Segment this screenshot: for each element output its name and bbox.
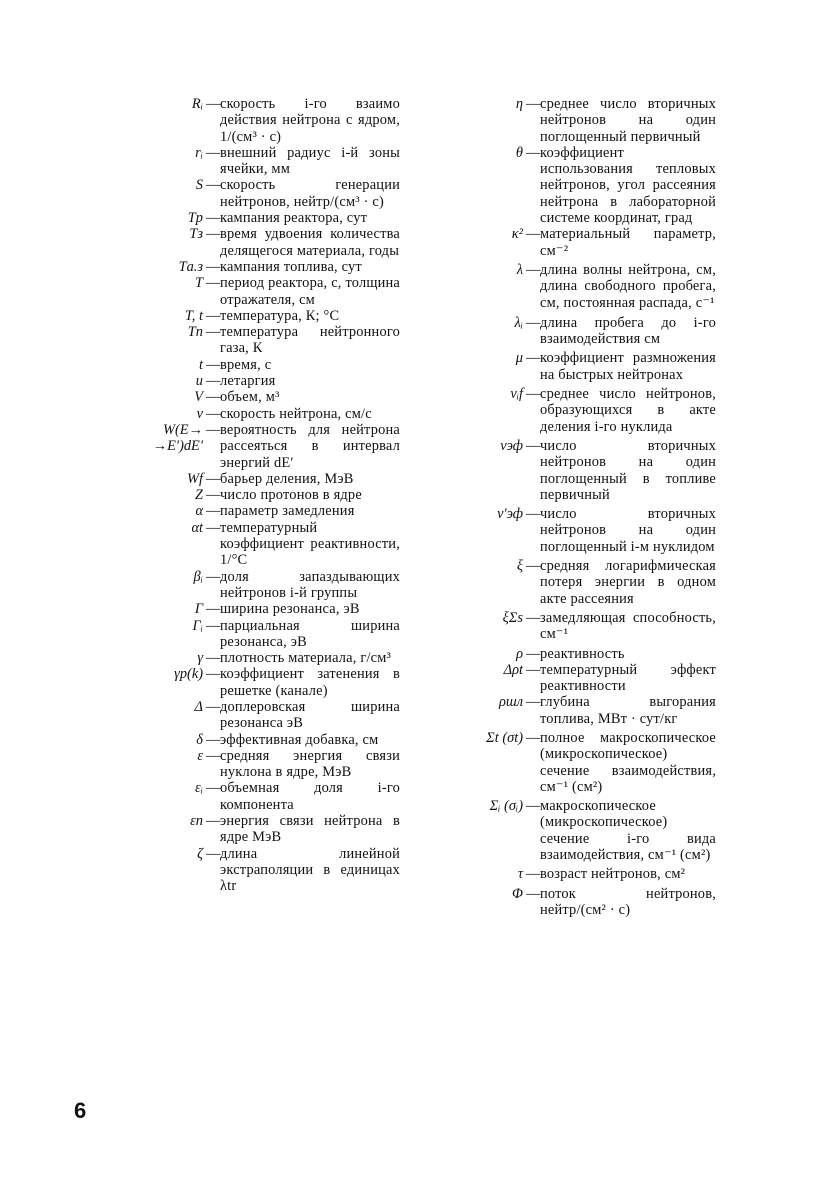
entry-symbol: rᵢ	[195, 144, 203, 161]
entry-symbol: Σᵢ (σᵢ)	[489, 798, 523, 815]
entry-definition: длина пробега до i-го взаимодействия см	[540, 314, 716, 348]
page-number: 6	[74, 1098, 87, 1123]
glossary-entry	[446, 350, 716, 383]
entry-symbol: νᵢf	[510, 386, 523, 403]
glossary-entry	[446, 262, 716, 311]
entry-symbol: Rᵢ	[191, 96, 203, 112]
entry-definition: эффективная добавка, см	[220, 731, 379, 748]
entry-symbol: Z	[194, 487, 203, 504]
entry-symbol: Tр	[187, 210, 203, 227]
entry-dash: —	[526, 798, 541, 815]
entry-definition: скорость генерации нейтронов, нейтр/(см³ · с)	[220, 177, 400, 210]
glossary-entry	[446, 662, 716, 695]
entry-dash: —	[526, 609, 541, 626]
entry-definition: возраст нейтронов, см²	[540, 866, 686, 883]
entry-definition: внешний радиус i-й зоны ячейки, мм	[220, 144, 400, 178]
entry-dash: —	[206, 144, 221, 161]
entry-dash: —	[206, 568, 221, 585]
entry-definition: число вторичных нейтронов на один поглощенный i-м нуклидом	[540, 506, 716, 555]
entry-symbol: W(E→ →E′)dE′	[152, 421, 203, 455]
entry-dash: —	[526, 96, 541, 112]
entry-dash: —	[206, 356, 221, 373]
entry-definition: длина волны нейтрона, см, длина свободного пробега, см, постоянная распада, с⁻¹	[540, 261, 716, 311]
entry-dash: —	[526, 506, 541, 523]
entry-dash: —	[206, 307, 221, 324]
glossary-entry	[110, 846, 400, 895]
glossary-entry	[110, 389, 400, 405]
entry-dash: —	[206, 177, 221, 194]
entry-symbol: ξΣs	[502, 609, 523, 626]
entry-symbol: ζ	[197, 845, 203, 862]
glossary-entry	[446, 886, 716, 919]
left-column	[110, 96, 400, 895]
entry-definition: доплеровская ширина резонанса эВ	[220, 698, 400, 732]
entry-symbol: Wf	[187, 470, 203, 487]
entry-definition: скорость нейтрона, см/с	[220, 405, 372, 422]
entry-symbol: Δρt	[503, 661, 523, 678]
entry-definition: коэффициент затенения в решетке (канале)	[220, 666, 400, 699]
entry-symbol: Tа.з	[178, 258, 203, 275]
glossary-entry	[446, 646, 716, 662]
glossary-entry	[110, 406, 400, 422]
glossary-entry	[110, 487, 400, 503]
entry-dash: —	[206, 698, 221, 715]
glossary-entry	[446, 610, 716, 643]
entry-symbol: α	[195, 503, 203, 520]
glossary-entry	[110, 520, 400, 569]
glossary-entry	[110, 732, 400, 748]
entry-definition: кампания топлива, сут	[220, 258, 362, 275]
entry-symbol: ρшл	[498, 694, 523, 711]
entry-dash: —	[526, 866, 541, 883]
entry-dash: —	[526, 437, 541, 454]
entry-dash: —	[206, 373, 221, 390]
glossary-entry	[110, 569, 400, 602]
entry-definition: параметр замедления	[220, 503, 355, 520]
entry-dash: —	[206, 519, 221, 536]
entry-definition: период реактора, с, толщина отражателя, см	[220, 275, 400, 308]
glossary-entry	[110, 618, 400, 651]
entry-dash: —	[526, 314, 541, 331]
entry-dash: —	[206, 617, 221, 634]
entry-dash: —	[526, 558, 541, 575]
entry-dash: —	[206, 747, 221, 764]
entry-definition: длина линейной экстраполяции в единицах λtr	[220, 845, 400, 895]
entry-definition: скорость i-го взаимо действия нейтрона с ядром, 1/(см³ · с)	[220, 96, 400, 145]
entry-dash: —	[206, 503, 221, 520]
glossary-entry	[446, 694, 716, 727]
entry-definition: время, с	[220, 356, 272, 373]
glossary-entry	[110, 650, 400, 666]
entry-dash: —	[206, 487, 221, 504]
entry-definition: кампания реактора, сут	[220, 210, 368, 227]
glossary-entry	[110, 324, 400, 357]
entry-symbol: κ²	[511, 226, 523, 243]
glossary-entry	[110, 748, 400, 781]
entry-dash: —	[206, 210, 221, 227]
entry-symbol: S	[195, 177, 203, 194]
entry-symbol: εn	[190, 813, 203, 830]
entry-definition: температура нейтронного газа, К	[220, 324, 400, 357]
entry-dash: —	[526, 350, 541, 367]
entry-dash: —	[526, 694, 541, 711]
entry-dash: —	[206, 226, 221, 243]
entry-dash: —	[206, 813, 221, 830]
entry-symbol: ν′эф	[497, 506, 523, 523]
entry-symbol: μ	[515, 350, 523, 367]
entry-dash: —	[206, 258, 221, 275]
entry-dash: —	[206, 275, 221, 292]
entry-symbol: Tn	[187, 324, 203, 341]
entry-dash: —	[206, 324, 221, 341]
glossary-entry	[446, 386, 716, 435]
entry-dash: —	[206, 650, 221, 667]
entry-dash: —	[526, 885, 541, 902]
glossary-entry	[446, 558, 716, 607]
entry-symbol: ε	[197, 747, 203, 764]
entry-definition: глубина выгорания топлива, МВт · сут/кг	[540, 694, 716, 727]
entry-definition: вероятность для нейтрона рассеяться в интервал энергий dE′	[220, 421, 400, 471]
entry-symbol: t	[199, 356, 203, 373]
entry-symbol: εᵢ	[195, 780, 203, 797]
entry-symbol: αt	[191, 519, 203, 536]
glossary-entry	[110, 471, 400, 487]
entry-dash: —	[206, 96, 221, 112]
entry-symbol: η	[515, 96, 523, 112]
entry-definition: доля запаздывающих нейтронов i-й группы	[220, 568, 400, 601]
glossary-entry	[446, 96, 716, 145]
entry-dash: —	[206, 780, 221, 797]
entry-definition: число протонов в ядре	[220, 487, 362, 504]
entry-symbol: Φ	[512, 885, 523, 902]
entry-definition: температурный эффект реактивности	[540, 661, 716, 695]
entry-definition: энергия связи нейтрона в ядре МэВ	[220, 813, 400, 846]
glossary-entry	[446, 798, 716, 863]
entry-symbol: γ	[197, 650, 203, 667]
entry-dash: —	[526, 661, 541, 678]
entry-definition: ширина резонанса, эВ	[220, 601, 360, 618]
entry-symbol: Г	[194, 601, 203, 618]
entry-symbol: Гᵢ	[192, 617, 203, 634]
entry-symbol: V	[194, 389, 203, 406]
entry-symbol: γр(k)	[174, 666, 203, 683]
entry-definition: температура, К; °С	[220, 307, 340, 324]
glossary-entry	[110, 96, 400, 145]
entry-definition: среднее число нейтронов, образующихся в акте деления i-го нуклида	[540, 386, 716, 435]
entry-definition: средняя логарифмическая потеря энергии в одном акте рассеяния	[540, 558, 716, 607]
glossary-entry	[446, 506, 716, 555]
entry-definition: объемная доля i-го компонента	[220, 780, 400, 813]
glossary-entry	[110, 357, 400, 373]
entry-dash: —	[206, 421, 221, 438]
entry-definition: барьер деления, МэВ	[220, 470, 354, 487]
entry-dash: —	[206, 389, 221, 406]
entry-symbol: ξ	[516, 558, 523, 575]
glossary-entry	[110, 226, 400, 259]
glossary-entry	[446, 226, 716, 259]
glossary-entry	[110, 210, 400, 226]
entry-definition: парциальная ширина резонанса, эВ	[220, 617, 400, 650]
entry-symbol: λ	[516, 261, 523, 278]
entry-dash: —	[526, 261, 541, 278]
entry-dash: —	[526, 144, 541, 161]
glossary-entry	[446, 438, 716, 503]
entry-definition: материальный параметр, см⁻²	[540, 226, 716, 259]
entry-dash: —	[526, 645, 541, 662]
entry-dash: —	[206, 666, 221, 683]
entry-dash: —	[206, 405, 221, 422]
entry-dash: —	[206, 601, 221, 618]
entry-definition: макроскопическое (микроскопическое) сечение i-го вида взаимодействия, см⁻¹ (см²)	[540, 798, 716, 864]
entry-symbol: v	[196, 405, 203, 422]
glossary-entry	[110, 666, 400, 699]
entry-dash: —	[526, 386, 541, 403]
entry-symbol: τ	[517, 866, 523, 883]
entry-definition: полное макроскопическое (микроскопическое) сечение взаимодействия, см⁻¹ (см²)	[540, 729, 716, 795]
entry-symbol: δ	[196, 731, 203, 748]
glossary-entry	[110, 275, 400, 308]
glossary-entry	[110, 422, 400, 471]
glossary-entry	[110, 780, 400, 813]
entry-definition: время удвоения количества делящегося материала, годы	[220, 226, 400, 259]
entry-definition: плотность материала, г/см³	[220, 650, 392, 667]
entry-symbol: ρ	[516, 645, 523, 662]
entry-dash: —	[206, 845, 221, 862]
entry-definition: коэффициент использования тепловых нейтронов, угол рассеяния нейтрона в лабораторной системе координат, град	[540, 144, 716, 227]
entry-symbol: νэф	[500, 437, 523, 454]
entry-definition: средняя энергия связи нуклона в ядре, МэВ	[220, 747, 400, 781]
glossary-entry	[110, 177, 400, 210]
entry-symbol: u	[195, 373, 203, 390]
glossary-entry	[446, 730, 716, 795]
glossary-entry	[110, 145, 400, 178]
entry-dash: —	[526, 226, 541, 243]
entry-definition: летаргия	[220, 373, 276, 390]
glossary-entry	[110, 308, 400, 324]
entry-definition: температурный коэффициент реактивности, 1/°С	[220, 519, 400, 569]
entry-definition: среднее число вторичных нейтронов на один поглощенный первичный	[540, 96, 716, 145]
glossary-entry	[110, 503, 400, 519]
entry-definition: коэффициент размножения на быстрых нейтронах	[540, 350, 716, 383]
entry-definition: объем, м³	[220, 389, 280, 406]
entry-symbol: Σt (σt)	[486, 729, 523, 746]
glossary-entry	[446, 145, 716, 226]
right-column	[446, 96, 716, 918]
glossary-entry	[446, 315, 716, 348]
glossary-entry	[110, 259, 400, 275]
entry-dash: —	[206, 731, 221, 748]
entry-definition: замедляющая способность, см⁻¹	[540, 609, 716, 643]
entry-definition: число вторичных нейтронов на один поглощенный в топливе первичный	[540, 437, 716, 503]
entry-symbol: Δ	[194, 698, 203, 715]
glossary-entry	[110, 601, 400, 617]
glossary-entry	[110, 373, 400, 389]
entry-symbol: βᵢ	[193, 568, 203, 585]
glossary-entry	[446, 866, 716, 882]
entry-symbol: T	[194, 275, 203, 292]
entry-symbol: Tз	[189, 226, 203, 243]
glossary-entry	[110, 699, 400, 732]
entry-symbol: λᵢ	[514, 314, 523, 331]
entry-symbol: T, t	[184, 307, 203, 324]
entry-dash: —	[206, 470, 221, 487]
entry-definition: поток нейтронов, нейтр/(см² · с)	[540, 885, 716, 918]
glossary-entry	[110, 813, 400, 846]
entry-dash: —	[526, 729, 541, 746]
entry-definition: реактивность	[540, 645, 625, 662]
entry-symbol: θ	[515, 144, 523, 161]
